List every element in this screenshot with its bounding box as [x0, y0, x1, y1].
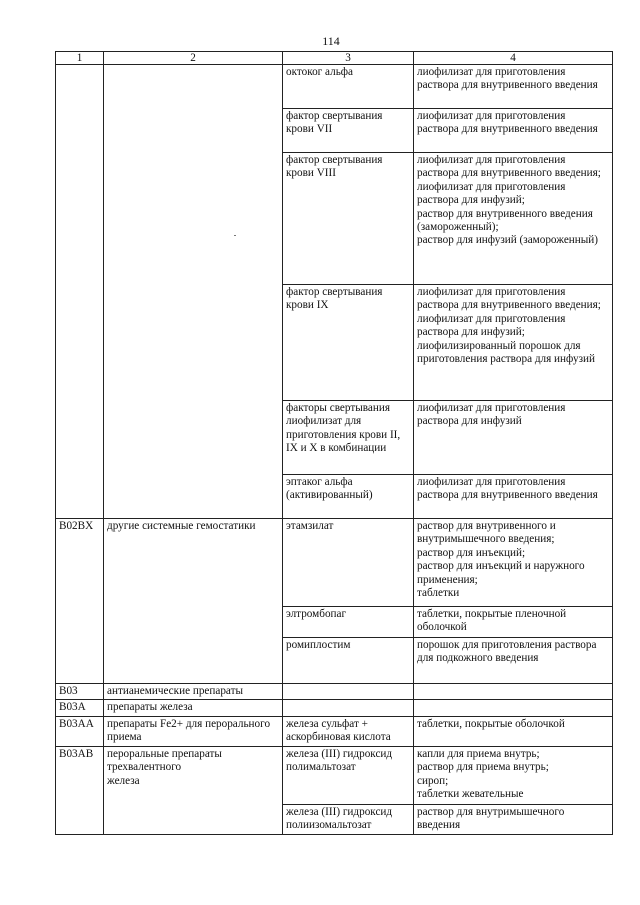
header-col-4: 4: [414, 52, 613, 65]
table-row: [56, 746, 613, 804]
group-name-cell: антианемические препараты: [104, 684, 283, 700]
atc-code-cell: B03A: [56, 700, 104, 716]
group-name-cell: препараты железа: [104, 700, 283, 716]
atc-code-cell: B03AB: [56, 746, 104, 834]
dosage-form-cell: раствор для внутривенного и внутримышечного введения; раствор для инъекций; раствор для инъекций и наружного применения; таблетки: [414, 519, 613, 607]
dosage-form-cell: [414, 684, 613, 700]
header-col-3: 3: [283, 52, 414, 65]
group-name-cell: препараты Fe2+ для перорального приема: [104, 716, 283, 746]
drug-name-cell: железа (III) гидроксид полиизомальтозат: [283, 804, 414, 834]
drug-name-cell: [283, 684, 414, 700]
table-row: [56, 716, 613, 746]
header-col-1: 1: [56, 52, 104, 65]
dosage-form-cell: порошок для приготовления раствора для подкожного введения: [414, 638, 613, 684]
drug-name-cell: этамзилат: [283, 519, 414, 607]
page-number: 114: [322, 34, 340, 48]
dosage-form-cell: лиофилизат для приготовления раствора для внутривенного введения: [414, 109, 613, 153]
dosage-form-cell: лиофилизат для приготовления раствора для внутривенного введения: [414, 475, 613, 519]
table-row: [56, 684, 613, 700]
drug-name-cell: железа сульфат + аскорбиновая кислота: [283, 716, 414, 746]
drug-name-cell: фактор свертывания крови VIII: [283, 153, 414, 285]
dosage-form-cell: лиофилизат для приготовления раствора для внутривенного введения; лиофилизат для приготовления раствора для инфузий; раствор для внутривенного введения (замороженный); раствор для инфузий (замороженный): [414, 153, 613, 285]
header-col-2: 2: [104, 52, 283, 65]
table-row: [56, 65, 613, 109]
drug-name-cell: эптаког альфа (активированный): [283, 475, 414, 519]
table-header-row: [56, 52, 613, 65]
dosage-form-cell: раствор для внутримышечного введения: [414, 804, 613, 834]
dosage-form-cell: [414, 700, 613, 716]
dosage-form-cell: таблетки, покрытые оболочкой: [414, 716, 613, 746]
table-row: [56, 700, 613, 716]
drug-name-cell: элтромбопаг: [283, 607, 414, 638]
dosage-form-cell: капли для приема внутрь; раствор для приема внутрь; сироп; таблетки жевательные: [414, 746, 613, 804]
atc-code-cell: B02BX: [56, 519, 104, 684]
dosage-form-cell: лиофилизат для приготовления раствора для внутривенного введения: [414, 65, 613, 109]
atc-code-cell: [56, 65, 104, 519]
drug-name-cell: октоког альфа: [283, 65, 414, 109]
drug-name-cell: фактор свертывания крови VII: [283, 109, 414, 153]
dosage-form-cell: таблетки, покрытые пленочной оболочкой: [414, 607, 613, 638]
drug-name-cell: фактор свертывания крови IX: [283, 285, 414, 401]
dosage-form-cell: лиофилизат для приготовления раствора для внутривенного введения; лиофилизат для приготовления раствора для инфузий; лиофилизированный порошок для приготовления раствора для инфузий: [414, 285, 613, 401]
drug-name-cell: факторы свертывания лиофилизат для приготовления крови II, IX и X в комбинации: [283, 401, 414, 475]
atc-code-cell: B03AA: [56, 716, 104, 746]
drug-name-cell: железа (III) гидроксид полимальтозат: [283, 746, 414, 804]
group-name-cell: [104, 65, 283, 519]
group-name-cell: другие системные гемостатики: [104, 519, 283, 684]
medicines-table: [55, 51, 613, 835]
drug-name-cell: [283, 700, 414, 716]
table-row: [56, 519, 613, 607]
dosage-form-cell: лиофилизат для приготовления раствора для инфузий: [414, 401, 613, 475]
drug-name-cell: ромиплостим: [283, 638, 414, 684]
group-name-cell: пероральные препараты трехвалентного железа: [104, 746, 283, 834]
atc-code-cell: B03: [56, 684, 104, 700]
